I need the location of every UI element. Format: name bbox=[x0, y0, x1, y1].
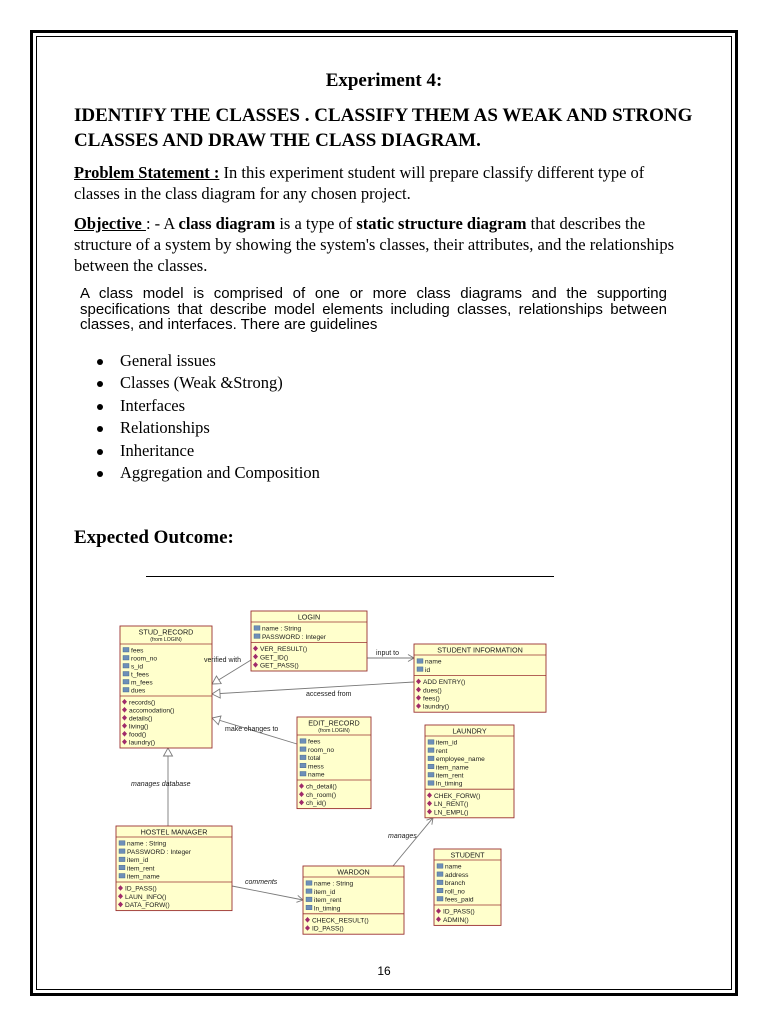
class-box-student-information bbox=[414, 644, 546, 712]
problem-statement-label: Problem Statement : bbox=[74, 163, 220, 182]
class-box-stud-record bbox=[120, 626, 212, 748]
attribute-icon bbox=[306, 897, 312, 902]
page-number: 16 bbox=[377, 964, 391, 978]
arrow-head bbox=[212, 716, 221, 725]
attribute-icon bbox=[428, 740, 434, 745]
label-manages-database: manages database bbox=[131, 781, 191, 788]
class-box-student bbox=[434, 849, 501, 925]
attribute-icon bbox=[428, 756, 434, 761]
class-box-hostel-manager bbox=[116, 826, 232, 911]
class-model-paragraph: A class model is comprised of one or more class diagrams and the supporting specifications that describe model elements including classes, relationships between classes, and interfaces. There are guidelines bbox=[80, 285, 667, 333]
class-diagram bbox=[108, 604, 548, 944]
label-comments: comments bbox=[245, 879, 278, 886]
class-operation: accomodation() bbox=[129, 707, 175, 715]
class-attribute: item_id bbox=[436, 739, 458, 747]
attribute-icon bbox=[417, 667, 423, 672]
class-operation: LAUN_INFO() bbox=[125, 893, 167, 901]
label-accessed-from: accessed from bbox=[306, 691, 352, 698]
class-attribute: fees bbox=[308, 738, 321, 746]
class-operation: ADMIN() bbox=[443, 916, 469, 924]
attribute-icon bbox=[306, 905, 312, 910]
class-stereotype: (from LOGIN) bbox=[150, 637, 182, 643]
attribute-icon bbox=[123, 664, 129, 669]
diagram-classes bbox=[116, 611, 546, 934]
class-name: LAUNDRY bbox=[452, 726, 487, 736]
class-attribute: id bbox=[425, 666, 431, 674]
objective-label: Objective bbox=[74, 214, 146, 233]
attribute-icon bbox=[119, 857, 125, 862]
class-attribute: name : String bbox=[314, 880, 354, 888]
class-operation: LN_RENT() bbox=[434, 801, 469, 809]
class-attribute: name bbox=[445, 863, 462, 871]
class-attribute: rent bbox=[436, 747, 448, 755]
class-operation: CHEK_FORW() bbox=[434, 792, 481, 800]
main-heading: IDENTIFY THE CLASSES . CLASSIFY THEM AS WEAK AND STRONG CLASSES AND DRAW THE CLASS DIAGRAM. bbox=[74, 105, 693, 151]
class-operation: GET_PASS() bbox=[260, 662, 299, 670]
list-item: General issues bbox=[94, 350, 320, 372]
attribute-icon bbox=[123, 656, 129, 661]
list-item: Relationships bbox=[94, 417, 320, 439]
attribute-icon bbox=[437, 864, 443, 869]
class-box-laundry bbox=[425, 725, 514, 818]
class-operation: DATA_FORW() bbox=[125, 902, 170, 910]
objective-rest: that describes the structure of a system by showing the system's classes, their attributes, and the relationships between the classes. bbox=[74, 214, 675, 275]
class-attribute: employee_name bbox=[436, 756, 485, 764]
class-attribute: item_rent bbox=[127, 865, 155, 873]
class-name: STUDENT bbox=[450, 850, 485, 860]
class-attribute: m_fees bbox=[131, 679, 153, 687]
attribute-icon bbox=[254, 626, 260, 631]
class-attribute: name : String bbox=[262, 625, 302, 633]
class-attribute: s_id bbox=[131, 663, 144, 671]
arrow-head bbox=[212, 689, 220, 698]
class-operation: LN_EMPL() bbox=[434, 809, 469, 817]
class-attribute: item_name bbox=[127, 873, 160, 881]
attribute-icon bbox=[437, 880, 443, 885]
class-name: HOSTEL MANAGER bbox=[140, 827, 208, 837]
class-name: STUDENT INFORMATION bbox=[437, 645, 523, 655]
problem-statement bbox=[74, 162, 694, 204]
arrow-head bbox=[164, 748, 173, 756]
label-verified-with: verified with bbox=[204, 657, 241, 664]
objective-term-static: static structure diagram bbox=[356, 214, 527, 233]
class-box-wardon bbox=[303, 866, 404, 934]
divider bbox=[146, 576, 554, 577]
class-operation: VER_RESULT() bbox=[260, 646, 308, 654]
class-operation: dues() bbox=[423, 687, 442, 695]
attribute-icon bbox=[123, 680, 129, 685]
experiment-title: Experiment 4: bbox=[325, 70, 443, 91]
objective bbox=[74, 213, 694, 276]
class-operation: CHECK_RESULT() bbox=[312, 917, 369, 925]
list-item: Classes (Weak &Strong) bbox=[94, 372, 320, 394]
label-make-changes-to: make changes to bbox=[225, 726, 279, 733]
attribute-icon bbox=[119, 841, 125, 846]
guidelines-list bbox=[94, 350, 320, 484]
class-operation: laundry() bbox=[423, 703, 450, 711]
attribute-icon bbox=[417, 659, 423, 664]
class-name: WARDON bbox=[337, 867, 370, 877]
class-operation: details() bbox=[129, 715, 153, 723]
class-box-login bbox=[251, 611, 367, 671]
attribute-icon bbox=[306, 881, 312, 886]
class-attribute: roll_no bbox=[445, 888, 465, 896]
class-operation: living() bbox=[129, 723, 149, 731]
attribute-icon bbox=[123, 648, 129, 653]
attribute-icon bbox=[306, 889, 312, 894]
class-attribute: total bbox=[308, 755, 321, 763]
class-attribute: item_name bbox=[436, 764, 469, 772]
class-attribute: PASSWORD : Integer bbox=[262, 633, 327, 641]
class-attribute: ln_timing bbox=[436, 780, 463, 788]
list-item: Inheritance bbox=[94, 440, 320, 462]
objective-term-class-diagram: class diagram bbox=[178, 214, 276, 233]
class-attribute: fees bbox=[131, 647, 144, 655]
class-operation: laundry() bbox=[129, 739, 156, 747]
class-operation: ch_room() bbox=[306, 791, 337, 799]
class-attribute: name : String bbox=[127, 840, 167, 848]
class-attribute: ln_timing bbox=[314, 905, 341, 913]
attribute-icon bbox=[123, 672, 129, 677]
class-operation: ch_detail() bbox=[306, 783, 337, 791]
class-name: STUD_RECORD bbox=[138, 627, 194, 637]
class-attribute: name bbox=[308, 771, 325, 779]
label-manages: manages bbox=[388, 833, 417, 840]
attribute-icon bbox=[119, 874, 125, 879]
class-operation: ID_PASS() bbox=[443, 908, 475, 916]
relation-manages bbox=[393, 818, 433, 866]
class-attribute: t_fees bbox=[131, 671, 149, 679]
expected-outcome-heading: Expected Outcome: bbox=[74, 527, 234, 548]
class-stereotype: (from LOGIN) bbox=[318, 728, 350, 734]
attribute-icon bbox=[300, 763, 306, 768]
class-operation: ch_id() bbox=[306, 800, 327, 808]
problem-statement-text: In this experiment student will prepare classify different type of classes in the class diagram for any chosen project. bbox=[74, 163, 645, 203]
class-attribute: fees_paid bbox=[445, 896, 474, 904]
attribute-icon bbox=[428, 764, 434, 769]
objective-mid: is a type of bbox=[275, 214, 357, 233]
class-operation: ID_PASS() bbox=[312, 925, 344, 933]
class-operation: fees() bbox=[423, 695, 440, 703]
attribute-icon bbox=[254, 634, 260, 639]
class-attribute: item_id bbox=[127, 857, 149, 865]
attribute-icon bbox=[123, 688, 129, 693]
class-name: EDIT_RECORD bbox=[308, 718, 360, 728]
class-attribute: branch bbox=[445, 880, 466, 888]
attribute-icon bbox=[300, 772, 306, 777]
class-name: LOGIN bbox=[297, 612, 321, 622]
class-operation: ADD ENTRY() bbox=[423, 679, 466, 687]
class-attribute: mess bbox=[308, 763, 324, 771]
list-item: Aggregation and Composition bbox=[94, 462, 320, 484]
attribute-icon bbox=[428, 773, 434, 778]
list-item: Interfaces bbox=[94, 395, 320, 417]
attribute-icon bbox=[300, 747, 306, 752]
class-operation: ID_PASS() bbox=[125, 885, 157, 893]
attribute-icon bbox=[300, 739, 306, 744]
class-operation: records() bbox=[129, 699, 156, 707]
attribute-icon bbox=[428, 781, 434, 786]
class-attribute: room_no bbox=[131, 655, 158, 663]
attribute-icon bbox=[437, 888, 443, 893]
class-operation: GET_ID() bbox=[260, 654, 289, 662]
class-attribute: item_rent bbox=[314, 897, 342, 905]
objective-sep: : - A bbox=[145, 214, 179, 233]
attribute-icon bbox=[119, 849, 125, 854]
class-attribute: item_rent bbox=[436, 772, 464, 780]
class-attribute: item_id bbox=[314, 888, 336, 896]
relation-comments bbox=[232, 886, 303, 900]
class-operation: food() bbox=[129, 731, 147, 739]
label-input-to: input to bbox=[376, 650, 399, 657]
attribute-icon bbox=[428, 748, 434, 753]
class-attribute: PASSWORD : Integer bbox=[127, 848, 192, 856]
class-attribute: name bbox=[425, 658, 442, 666]
attribute-icon bbox=[300, 755, 306, 760]
class-attribute: dues bbox=[131, 687, 146, 695]
attribute-icon bbox=[437, 897, 443, 902]
arrow-head bbox=[212, 676, 221, 684]
attribute-icon bbox=[119, 865, 125, 870]
attribute-icon bbox=[437, 872, 443, 877]
class-attribute: room_no bbox=[308, 746, 335, 754]
class-attribute: address bbox=[445, 871, 469, 879]
class-box-edit-record bbox=[297, 717, 371, 809]
